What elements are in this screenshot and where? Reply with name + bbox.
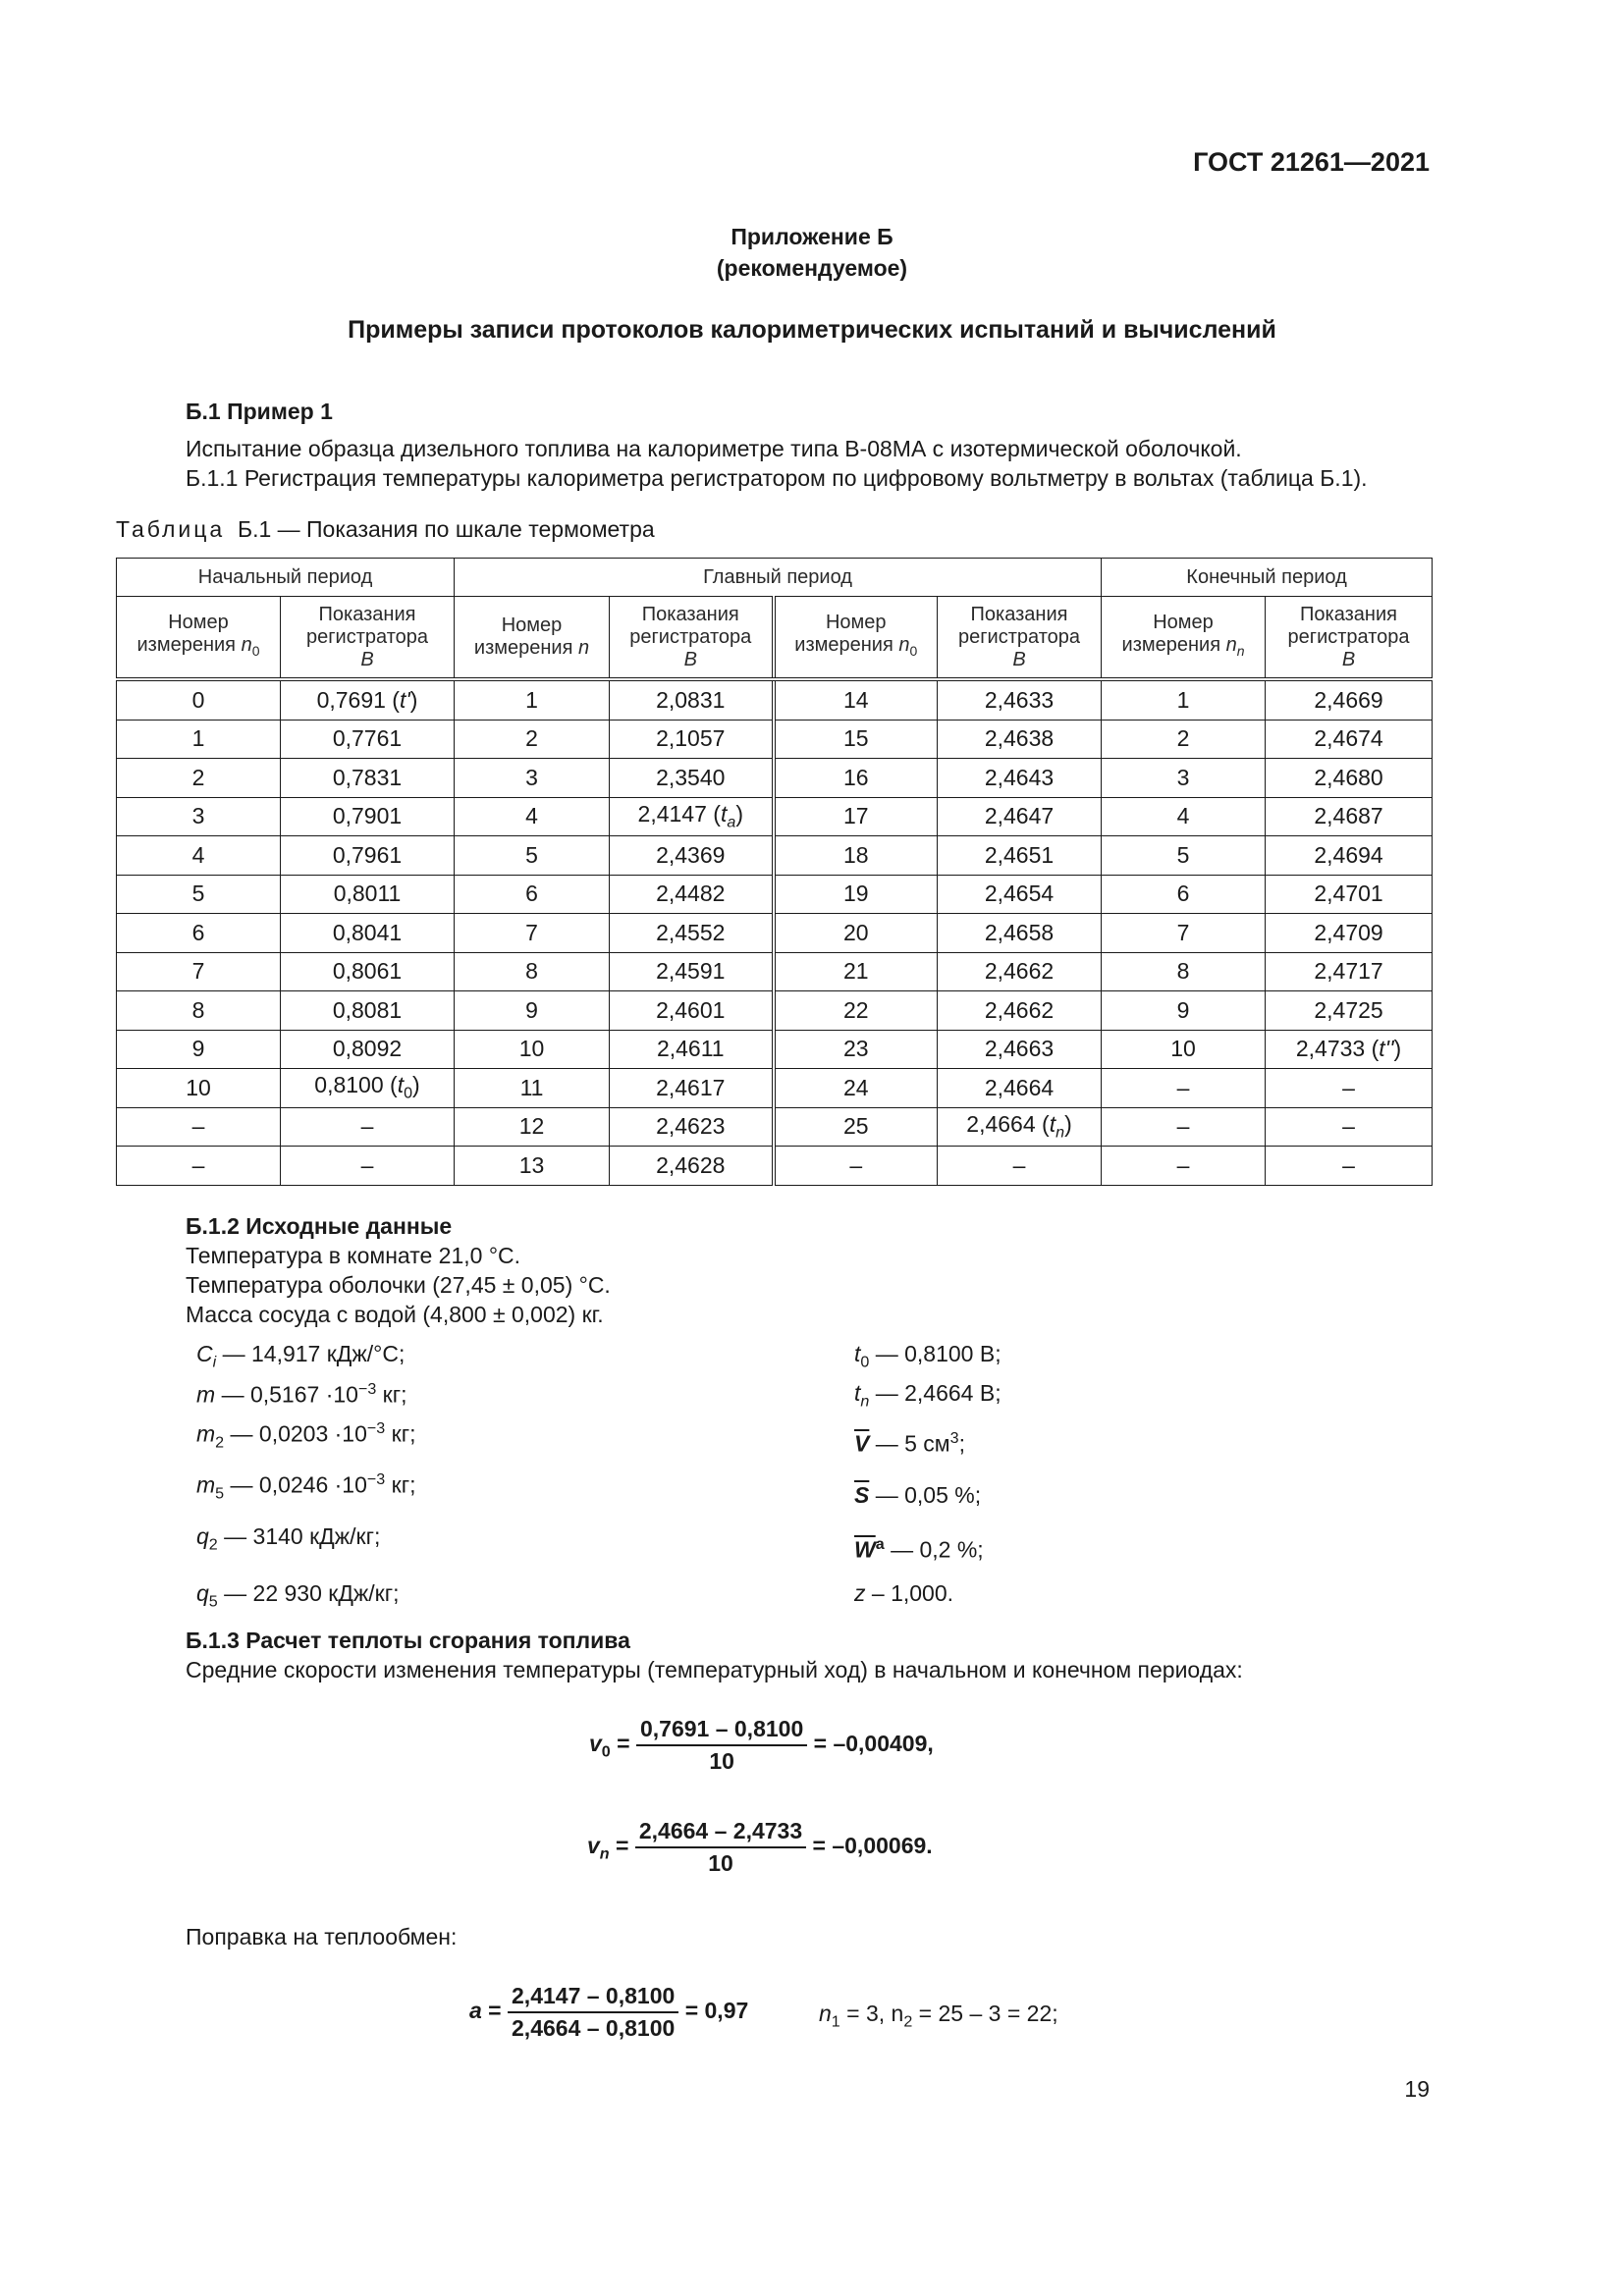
table-cell: 0,7691 (t') xyxy=(281,679,455,720)
var-m: m — $0,5167 \cdot 10^{-3}$ кг; xyxy=(196,1380,407,1408)
col-header: Показания регистратора В xyxy=(1266,597,1433,680)
table-cell: 0 xyxy=(117,679,281,720)
table-cell: 2,4647 xyxy=(938,797,1102,836)
table-row xyxy=(117,759,1433,798)
section-b13-para: Средние скорости изменения температуры (температурный ход) в начальном и конечном периодах: xyxy=(186,1657,1243,1682)
section-b1-para1: Испытание образца дизельного топлива на калориметре типа В-08МА с изотермической оболочкой. xyxy=(186,436,1242,461)
table-cell: 2,4663 xyxy=(938,1030,1102,1069)
table-cell: – xyxy=(774,1147,938,1186)
table-cell: 1 xyxy=(455,679,610,720)
var-t0: $t_0$ — 0,8100 В; xyxy=(854,1341,1001,1371)
table-cell: 9 xyxy=(455,991,610,1031)
var-m2: $m_2$ — $0,0203 \cdot 10^{-3}$ кг; xyxy=(196,1419,416,1452)
table-cell: 22 xyxy=(774,991,938,1031)
table-cell: 2,4680 xyxy=(1266,759,1433,798)
col-header: Номер измерения $n_0$ xyxy=(117,597,281,680)
table-cell: 0,8041 xyxy=(281,914,455,953)
table-cell: 15 xyxy=(774,720,938,759)
section-b1-heading: Б.1 Пример 1 xyxy=(186,399,333,424)
table-cell: 2,4643 xyxy=(938,759,1102,798)
table-cell: 4 xyxy=(455,797,610,836)
table-cell: 2,3540 xyxy=(610,759,774,798)
table-row xyxy=(117,914,1433,953)
equation-v0: $v_0$ = $\frac{0,7691 - 0,8100}{10}$ = –0,00409, xyxy=(589,1716,934,1774)
table-cell: 2,4687 xyxy=(1266,797,1433,836)
table-cell: 24 xyxy=(774,1069,938,1108)
col-header: Номер измерения $n_n$ xyxy=(1102,597,1266,680)
table-cell: 2,4694 xyxy=(1266,836,1433,876)
var-ci: $C_i$ — 14,917 кДж/°C; xyxy=(196,1341,406,1371)
table-cell: 2,4552 xyxy=(610,914,774,953)
table-cell: 2,4701 xyxy=(1266,875,1433,914)
table-cell: 25 xyxy=(774,1107,938,1147)
table-cell: 2,4638 xyxy=(938,720,1102,759)
table-row xyxy=(117,991,1433,1031)
table-cell: – xyxy=(1102,1069,1266,1108)
table-cell: 7 xyxy=(1102,914,1266,953)
table-cell: 0,7831 xyxy=(281,759,455,798)
table-cell: 2,4662 xyxy=(938,952,1102,991)
main-title: Примеры записи протоколов калориметрических испытаний и вычислений xyxy=(348,316,1276,344)
table-cell: 2 xyxy=(117,759,281,798)
table-cell: 2,4617 xyxy=(610,1069,774,1108)
table-cell: 5 xyxy=(455,836,610,876)
table-cell: 23 xyxy=(774,1030,938,1069)
group-main: Главный период xyxy=(455,559,1102,597)
table-row xyxy=(117,1069,1433,1108)
table-cell: 2,4369 xyxy=(610,836,774,876)
table-cell: 2,4662 xyxy=(938,991,1102,1031)
table-cell: 7 xyxy=(455,914,610,953)
table-cell: – xyxy=(1266,1147,1433,1186)
table-cell: 4 xyxy=(1102,797,1266,836)
table-cell: 2,4664 xyxy=(938,1069,1102,1108)
table-cell: 2,4482 xyxy=(610,875,774,914)
var-z: z – 1,000. xyxy=(854,1580,954,1606)
table-cell: 2,4601 xyxy=(610,991,774,1031)
table-cell: 2,4654 xyxy=(938,875,1102,914)
table-row xyxy=(117,1147,1433,1186)
n-values: $n_1 = 3$, $n_2 = 25 - 3 = 22$; xyxy=(819,2001,1058,2031)
table-row xyxy=(117,1107,1433,1147)
page-number: 19 xyxy=(1404,2076,1430,2102)
table-cell: 0,8061 xyxy=(281,952,455,991)
equation-vn: $v_n$ = $\frac{2,4664 - 2,4733}{10}$ = –0,00069. xyxy=(587,1818,933,1876)
table-cell: 9 xyxy=(1102,991,1266,1031)
shell-temperature: Температура оболочки (27,45 ± 0,05) °C. xyxy=(186,1272,611,1298)
table-cell: 18 xyxy=(774,836,938,876)
table-cell: 2,4611 xyxy=(610,1030,774,1069)
table-cell: – xyxy=(1102,1147,1266,1186)
table-cell: 0,7761 xyxy=(281,720,455,759)
col-header: Номер измерения n xyxy=(455,597,610,680)
table-cell: 0,8092 xyxy=(281,1030,455,1069)
table-cell: 2,4623 xyxy=(610,1107,774,1147)
table-cell: 5 xyxy=(1102,836,1266,876)
table-cell: 10 xyxy=(117,1069,281,1108)
table-cell: 8 xyxy=(117,991,281,1031)
col-header: Номер измерения $n_0$ xyxy=(774,597,938,680)
table-cell: 2,4628 xyxy=(610,1147,774,1186)
table-cell: 2,4733 (t'') xyxy=(1266,1030,1433,1069)
table-caption-text: Б.1 — Показания по шкале термометра xyxy=(237,516,655,542)
table-cell: 8 xyxy=(455,952,610,991)
col-header: Показания регистратора В xyxy=(938,597,1102,680)
table-cell: 6 xyxy=(1102,875,1266,914)
table-cell: 3 xyxy=(455,759,610,798)
table-cell: – xyxy=(117,1147,281,1186)
appendix-title: Приложение Б xyxy=(731,224,893,249)
table-cell: 2,4651 xyxy=(938,836,1102,876)
group-final: Конечный период xyxy=(1102,559,1433,597)
table-row xyxy=(117,836,1433,876)
table-cell: 2,4633 xyxy=(938,679,1102,720)
section-b1-para2: Б.1.1 Регистрация температуры калориметра регистратором по цифровому вольтметру в вольтах (таблица Б.1). xyxy=(186,465,1368,491)
table-row xyxy=(117,875,1433,914)
var-m5: $m_5$ — $0,0246 \cdot 10^{-3}$ кг; xyxy=(196,1470,416,1503)
table-cell: 21 xyxy=(774,952,938,991)
table-caption-prefix: Таблица xyxy=(116,516,226,542)
table-cell: 0,7901 xyxy=(281,797,455,836)
table-cell: 10 xyxy=(455,1030,610,1069)
var-w: $\overline{W}^a$ — 0,2 %; xyxy=(854,1535,984,1563)
standard-number: ГОСТ 21261—2021 xyxy=(1193,147,1430,177)
table-cell: – xyxy=(1102,1107,1266,1147)
room-temperature: Температура в комнате 21,0 °C. xyxy=(186,1243,521,1268)
section-b13-heading: Б.1.3 Расчет теплоты сгорания топлива xyxy=(186,1628,630,1653)
table-cell: 2,4717 xyxy=(1266,952,1433,991)
table-cell: 2 xyxy=(455,720,610,759)
table-row xyxy=(117,1030,1433,1069)
table-cell: 6 xyxy=(117,914,281,953)
table-cell: 2 xyxy=(1102,720,1266,759)
vessel-mass: Масса сосуда с водой (4,800 ± 0,002) кг. xyxy=(186,1302,604,1327)
table-cell: 0,8011 xyxy=(281,875,455,914)
var-tn: $t_n$ — 2,4664 В; xyxy=(854,1380,1001,1411)
readings-table xyxy=(116,558,1433,1186)
var-s: $\overline{S}$ — 0,05 %; xyxy=(854,1482,982,1508)
table-row xyxy=(117,797,1433,836)
col-header: Показания регистратора В xyxy=(610,597,774,680)
table-cell: 7 xyxy=(117,952,281,991)
table-row xyxy=(117,679,1433,720)
table-cell: 19 xyxy=(774,875,938,914)
table-cell: 8 xyxy=(1102,952,1266,991)
group-initial: Начальный период xyxy=(117,559,455,597)
table-cell: 3 xyxy=(117,797,281,836)
table-cell: 10 xyxy=(1102,1030,1266,1069)
col-header: Показания регистратора В xyxy=(281,597,455,680)
table-cell: 1 xyxy=(117,720,281,759)
table-cell: 2,4709 xyxy=(1266,914,1433,953)
table-cell: 6 xyxy=(455,875,610,914)
table-cell: – xyxy=(1266,1107,1433,1147)
table-cell: 2,4669 xyxy=(1266,679,1433,720)
table-cell: 2,4658 xyxy=(938,914,1102,953)
table-cell: 0,8100 $(t_0)$ xyxy=(281,1069,455,1108)
table-cell: 17 xyxy=(774,797,938,836)
var-q5: $q_5$ — 22 930 кДж/кг; xyxy=(196,1580,400,1611)
section-b12-heading: Б.1.2 Исходные данные xyxy=(186,1213,453,1239)
table-cell: 2,4591 xyxy=(610,952,774,991)
table-caption xyxy=(116,516,655,543)
equation-a: a = $\frac{2,4147 - 0,8100}{2,4664 - 0,8100}$ = 0,97 xyxy=(469,1983,749,2041)
table-cell: – xyxy=(938,1147,1102,1186)
table-cell: 13 xyxy=(455,1147,610,1186)
table-cell: 4 xyxy=(117,836,281,876)
table-cell: 2,1057 xyxy=(610,720,774,759)
var-v: $\overline{V}$ — 5 $см^3$; xyxy=(854,1429,965,1457)
table-cell: – xyxy=(281,1147,455,1186)
table-cell: 2,4664 $(t_n)$ xyxy=(938,1107,1102,1147)
table-row xyxy=(117,720,1433,759)
appendix-subtitle: (рекомендуемое) xyxy=(716,255,908,281)
table-cell: 0,8081 xyxy=(281,991,455,1031)
table-cell: 12 xyxy=(455,1107,610,1147)
table-cell: 9 xyxy=(117,1030,281,1069)
table-cell: 2,0831 xyxy=(610,679,774,720)
heat-exchange-correction: Поправка на теплообмен: xyxy=(186,1924,458,1949)
table-cell: 1 xyxy=(1102,679,1266,720)
table-cell: 5 xyxy=(117,875,281,914)
var-q2: $q_2$ — 3140 кДж/кг; xyxy=(196,1523,381,1554)
table-row xyxy=(117,952,1433,991)
table-cell: 3 xyxy=(1102,759,1266,798)
table-cell: 16 xyxy=(774,759,938,798)
table-cell: 0,7961 xyxy=(281,836,455,876)
table-cell: 14 xyxy=(774,679,938,720)
table-cell: – xyxy=(281,1107,455,1147)
table-cell: 11 xyxy=(455,1069,610,1108)
table-cell: – xyxy=(117,1107,281,1147)
table-cell: – xyxy=(1266,1069,1433,1108)
table-cell: 20 xyxy=(774,914,938,953)
table-cell: 2,4147 $(t_a)$ xyxy=(610,797,774,836)
table-cell: 2,4725 xyxy=(1266,991,1433,1031)
table-cell: 2,4674 xyxy=(1266,720,1433,759)
